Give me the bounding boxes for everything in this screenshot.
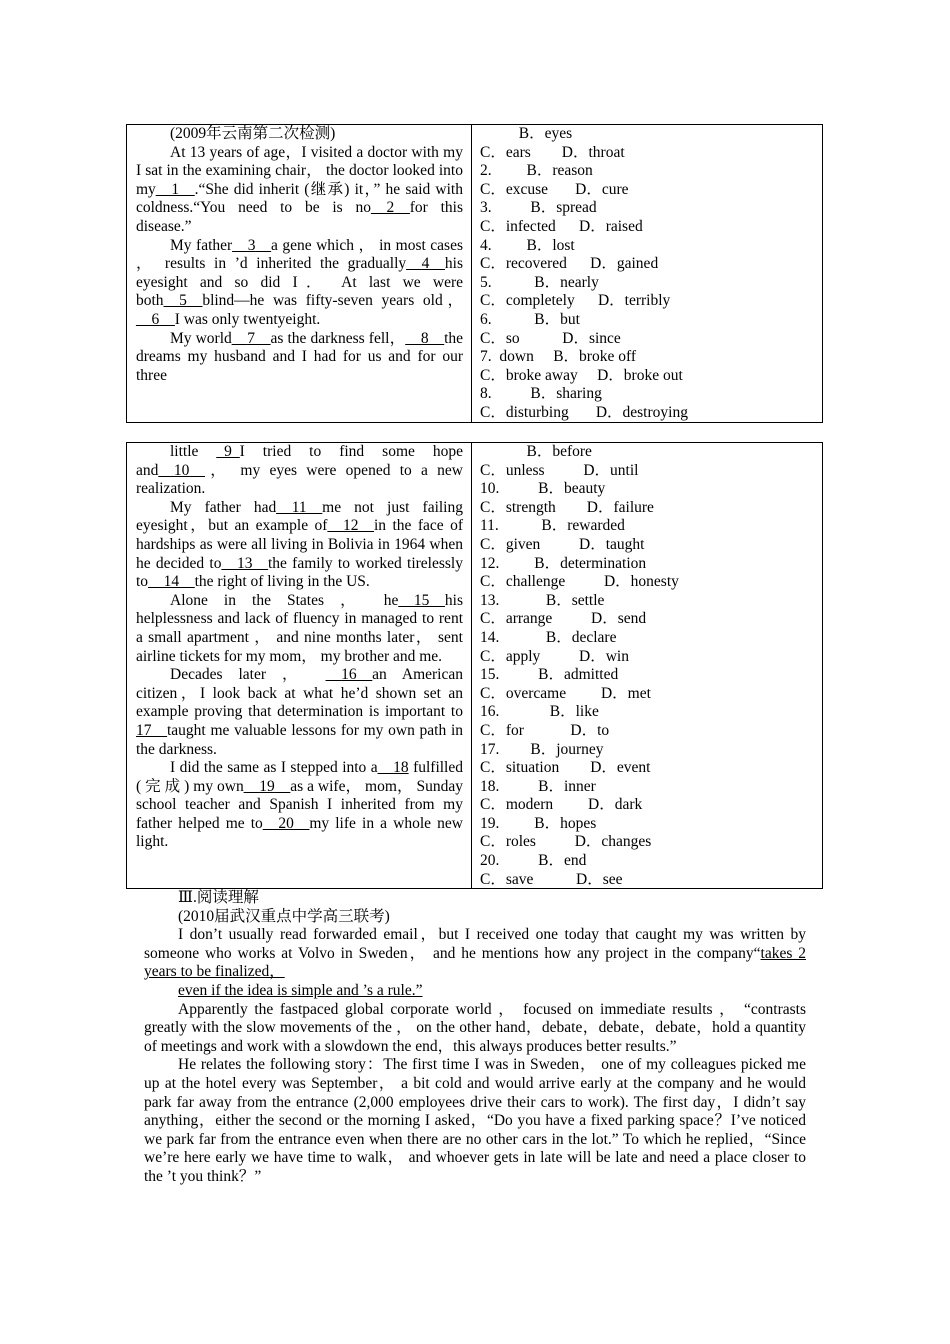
blank-13[interactable]: __13__	[221, 554, 268, 572]
reading-paragraph: He relates the following story：The first time I was in Sweden， one of my colleagues picked me up at the hotel every was September， a bit cold and would arrive early at the company and he would park far away from the entrance (2,000 employees drive their cars to work). The first day，I didn’t say anything，either the second or the morning I asked，“Do you have a fixed parking space？I’ve noticed we park far from the entrance even when there are no other cars in the lot.” To which he replied，“Since we’re here early we have time to walk， and whoever gets in late will be late and need a place closer to the ’t you think？”	[144, 1056, 806, 1185]
blank-19[interactable]: __19__	[243, 777, 291, 795]
blank-20[interactable]: __20__	[262, 814, 310, 832]
blank-4[interactable]: __4__	[406, 255, 445, 273]
option-line: C．disturbing D．destroying	[480, 403, 688, 421]
blank-2[interactable]: __2__	[371, 199, 410, 217]
option-line: 16. B．like	[480, 703, 599, 721]
option-line: C．modern D．dark	[480, 796, 643, 814]
option-line: C．challenge D．honesty	[480, 573, 679, 591]
passage-paragraph: My father had__11__me not just failing eyesight，but an example of__12__in the face of hardships as were all living in Bolivia in 1964 when he decided to__13__the family to worked tirelessly to__14__the right of living in the US.	[136, 498, 463, 591]
source-note: (2009年云南第二次检测)	[170, 125, 336, 142]
option-line: 19. B．hopes	[480, 814, 597, 832]
option-line: C．apply D．win	[480, 647, 629, 665]
passage-paragraph: Alone in the States ， he__15__his helplessness and lack of fluency in managed to rent a small apartment ， and nine months later， sent airline tickets for my mom， my brother and me.	[136, 591, 463, 665]
option-line: 14. B．declare	[480, 628, 617, 646]
blank-3[interactable]: __3__	[232, 236, 271, 254]
option-line: C．strength D．failure	[480, 498, 654, 516]
option-line: C．recovered D．gained	[480, 255, 659, 273]
option-line: 4. B．lost	[480, 236, 575, 254]
option-line: 15. B．admitted	[480, 666, 619, 684]
option-line: C．so D．since	[480, 329, 621, 347]
option-line: 5. B．nearly	[480, 273, 599, 291]
option-line: 11. B．rewarded	[480, 517, 625, 535]
option-line: C．excuse D．cure	[480, 180, 629, 198]
option-line: 12. B．determination	[480, 554, 647, 572]
blank-5[interactable]: __5__	[163, 292, 203, 310]
option-line: C．roles D．changes	[480, 833, 652, 851]
blank-7[interactable]: __7__	[231, 329, 271, 347]
option-line: 10. B．beauty	[480, 480, 606, 498]
option-line: C．broke away D．broke out	[480, 366, 683, 384]
blank-12[interactable]: __12__	[327, 517, 374, 535]
section-heading: Ⅲ.阅读理解	[178, 889, 259, 906]
options-column	[472, 125, 822, 422]
option-line: C．situation D．event	[480, 759, 651, 777]
option-line: 13. B．settle	[480, 591, 605, 609]
option-line: 6. B．but	[480, 310, 580, 328]
passage-column	[127, 443, 472, 888]
option-line: C．overcame D．met	[480, 684, 651, 702]
option-line: C．infected D．raised	[480, 217, 643, 235]
option-line: C．ears D．throat	[480, 143, 625, 161]
cloze-table-2	[126, 442, 823, 889]
source-note: (2010届武汉重点中学高三联考)	[178, 907, 390, 925]
option-line: 7. down B．broke off	[480, 348, 636, 366]
options-column	[472, 443, 822, 888]
option-line: B．before	[480, 443, 592, 460]
option-line: C．for D．to	[480, 721, 610, 739]
cloze-table-1	[126, 124, 823, 423]
reading-section	[144, 889, 806, 1187]
passage-paragraph: My father__3__a gene which ， in most cases ， results in ’d inherited the gradually__4__his eyesight and so did I． At last we were both__5__blind—he was fifty-seven years old，__6__I was only twentyeight.	[136, 236, 463, 328]
option-line: 8. B．sharing	[480, 385, 602, 403]
option-line: C．given D．taught	[480, 535, 645, 553]
passage-paragraph: I did the same as I stepped into a__18 fulfilled ( 完 成 ) my own__19__as a wife， mom， Sunday school teacher and Spanish I inherited from my father helped me to__20__my life in a whole new light.	[136, 759, 463, 851]
blank-9[interactable]: _9_	[216, 443, 240, 460]
blank-16[interactable]: __16__	[325, 666, 373, 684]
blank-1[interactable]: __1__	[155, 180, 195, 198]
passage-column	[127, 125, 472, 422]
blank-14[interactable]: __14__	[148, 573, 195, 591]
option-line: C．unless D．until	[480, 461, 639, 479]
passage-paragraph: My world__7__as the darkness fell，__8__the dreams my husband and I had for us and for our three	[136, 329, 463, 384]
blank-10[interactable]: __10__	[158, 461, 205, 479]
blank-8[interactable]: __8__	[405, 329, 445, 347]
reading-paragraph: I don’t usually read forwarded email，but I received one today that caught my was written by someone who works at Volvo in Sweden， and he mentions how any project in the company“takes 2 years to be finalized，	[144, 926, 806, 981]
option-line: 18. B．inner	[480, 777, 596, 795]
underlined-line: even if the idea is simple and ’s a rule.”	[178, 981, 423, 999]
passage-paragraph: Decades later ， __16__an American citizen，I look back at what he’d shown set an example proving that determination is important to 17__taught me valuable lessons for my own path in the darkness.	[136, 666, 463, 758]
passage-paragraph: At 13 years of age，I visited a doctor with my I sat in the examining chair， the doctor looked into my__1__.“She did inherit (继承) it，” he said with coldness.“You need to be is no__2__for this disease.”	[136, 143, 464, 235]
blank-11[interactable]: __11__	[276, 498, 323, 516]
blank-17[interactable]: 17__	[136, 721, 167, 739]
option-line: 20. B．end	[480, 852, 587, 870]
blank-15[interactable]: __15__	[398, 591, 445, 609]
option-line: C．save D．see	[480, 870, 623, 888]
option-line: 17. B．journey	[480, 740, 604, 758]
option-line: 2. B．reason	[480, 162, 593, 180]
option-line: C．completely D．terribly	[480, 292, 671, 310]
passage-paragraph: little _9_I tried to find some hope and__10__， my eyes were opened to a new realization.	[136, 443, 463, 498]
blank-18[interactable]: __18	[377, 759, 409, 777]
reading-paragraph: Apparently the fastpaced global corporate world ， focused on immediate results ， “contrasts greatly with the slow movements of the ， on the other hand，debate，debate，debate，hold a quantity of meetings and work with a slowdown the end，this always produces better results.”	[144, 1000, 806, 1055]
option-line: 3. B．spread	[480, 199, 597, 217]
blank-6[interactable]: __6__	[136, 310, 175, 328]
option-line: C．arrange D．send	[480, 610, 647, 628]
option-line: B．eyes	[480, 125, 573, 142]
underlined-phrase: takes 2 years to be finalized，	[144, 944, 806, 981]
